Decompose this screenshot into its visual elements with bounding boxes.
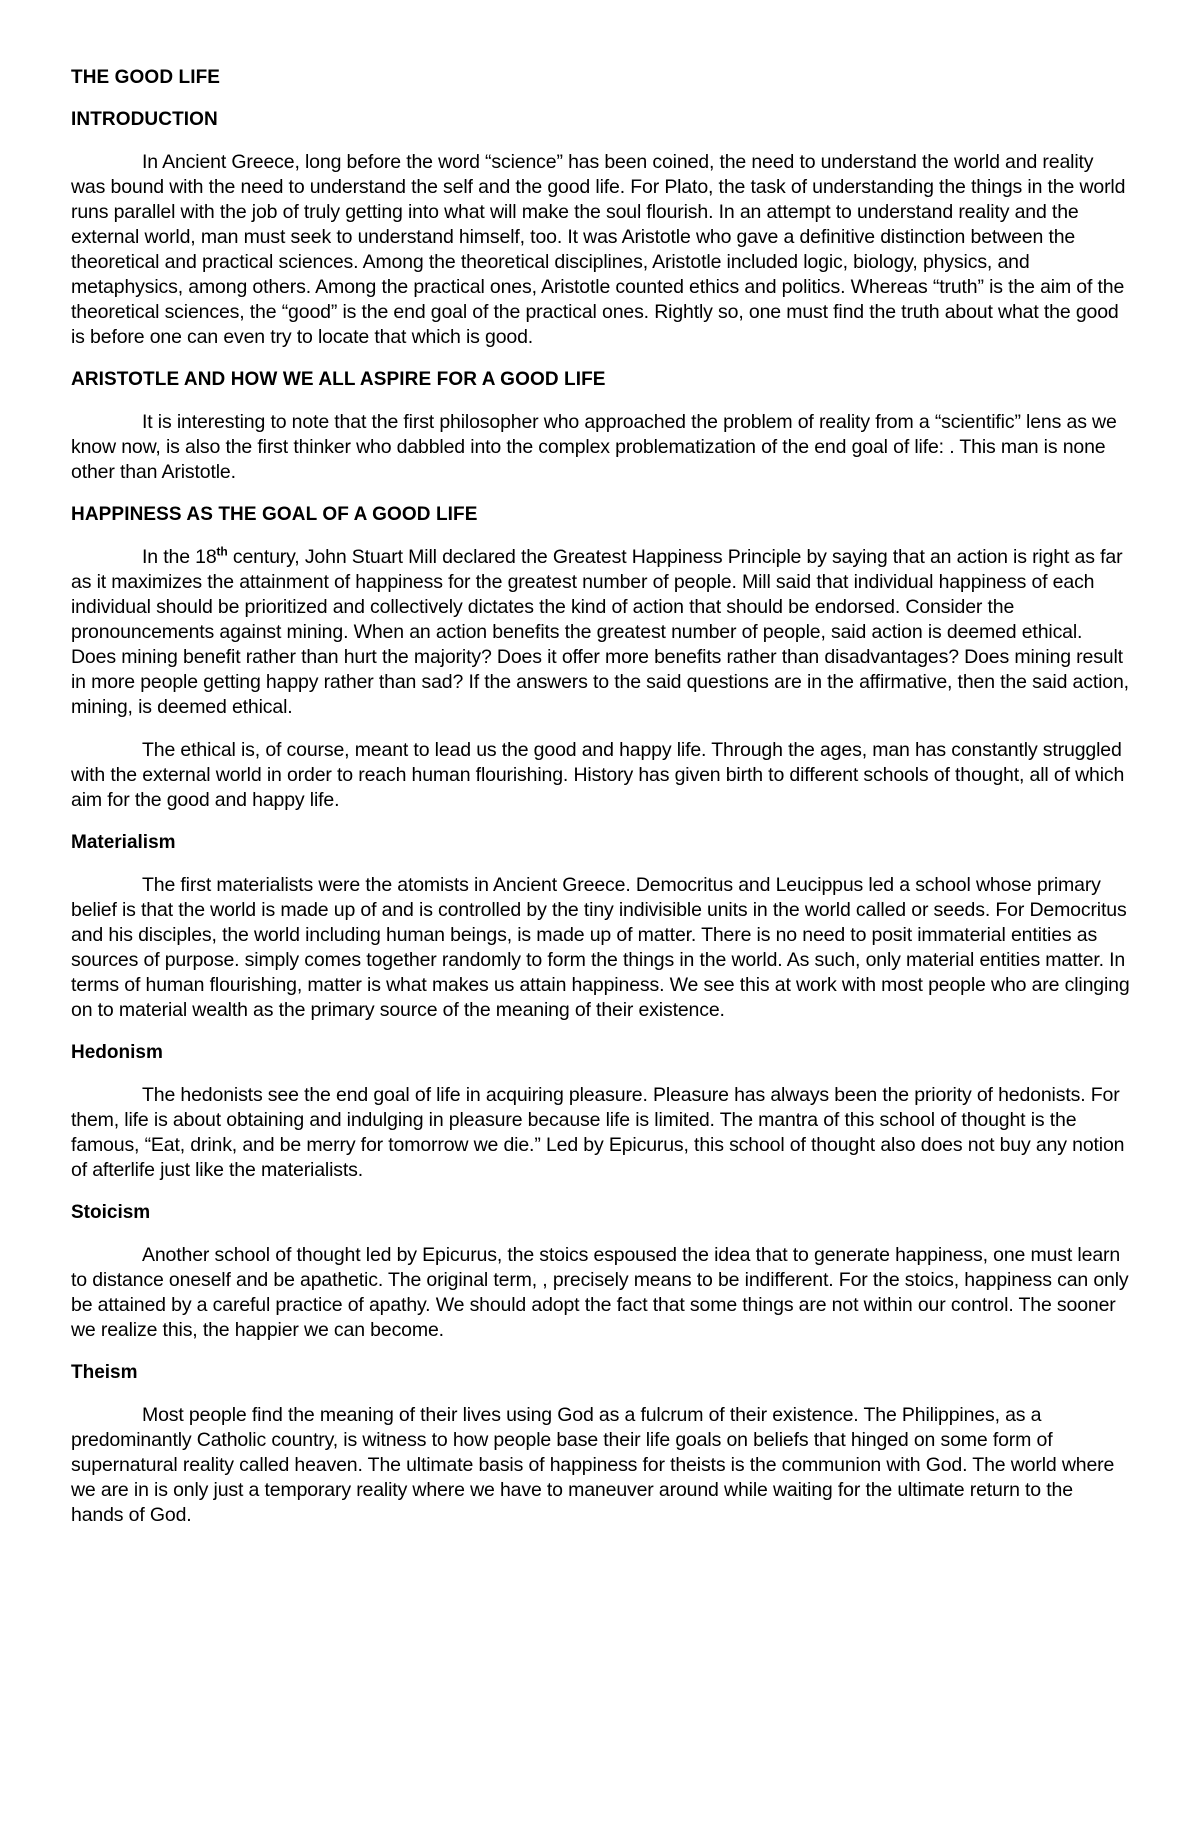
section-heading-introduction: INTRODUCTION: [71, 109, 218, 130]
document-title: THE GOOD LIFE: [71, 67, 221, 88]
sub-heading-materialism: Materialism: [71, 832, 176, 853]
paragraph-aristotle: It is interesting to note that the first philosopher who approached the problem of reality from a “scientific” lens as we know now, is also the first thinker who dabbled into the complex problematization of the end goal of life: . This man is none other than Aristotle.: [71, 411, 1117, 483]
paragraph-introduction: In Ancient Greece, long before the word “science” has been coined, the need to understand the world and reality was bound with the need to understand the self and the good life. For Plato, the task of understanding the things in the world runs parallel with the job of truly getting into what will make the soul flourish. In an attempt to understand reality and the external world, man must seek to understand himself, too. It was Aristotle who gave a definitive distinction between the theoretical and practical sciences. Among the theoretical disciplines, Aristotle included logic, biology, physics, and metaphysics, among others. Among the practical ones, Aristotle counted ethics and politics. Whereas “truth” is the aim of the theoretical sciences, the “good” is the end goal of the practical ones. Rightly so, one must find the truth about what the good is before one can even try to locate that which is good.: [71, 151, 1126, 348]
paragraph-happiness-mill-start: In the 18: [142, 546, 217, 568]
paragraph-stoicism: Another school of thought led by Epicurus, the stoics espoused the idea that to generate happiness, one must learn to distance oneself and be apathetic. The original term, , precisely means to be indifferent. For the stoics, happiness can only be attained by a careful practice of apathy. We should adopt the fact that some things are not within our control. The sooner we realize this, the happier we can become.: [71, 1244, 1129, 1341]
ordinal-superscript: th: [216, 544, 228, 559]
paragraph-hedonism: The hedonists see the end goal of life in acquiring pleasure. Pleasure has always been the priority of hedonists. For them, life is about obtaining and indulging in pleasure because life is limited. The mantra of this school of thought is the famous, “Eat, drink, and be merry for tomorrow we die.” Led by Epicurus, this school of thought also does not buy any notion of afterlife just like the materialists.: [71, 1084, 1125, 1181]
paragraph-materialism: The first materialists were the atomists in Ancient Greece. Democritus and Leucippus led a school whose primary belief is that the world is made up of and is controlled by the tiny indivisible units in the world called or seeds. For Democritus and his disciples, the world including human beings, is made up of matter. There is no need to posit immaterial entities as sources of purpose. simply comes together randomly to form the things in the world. As such, only material entities matter. In terms of human flourishing, matter is what makes us attain happiness. We see this at work with most people who are clinging on to material wealth as the primary source of the meaning of their existence.: [71, 874, 1130, 1021]
paragraph-happiness-ethical: The ethical is, of course, meant to lead us the good and happy life. Through the ages, man has constantly struggled with the external world in order to reach human flourishing. History has given birth to different schools of thought, all of which aim for the good and happy life.: [71, 739, 1125, 811]
paragraph-happiness-mill: [71, 545, 1130, 720]
section-heading-happiness: HAPPINESS AS THE GOAL OF A GOOD LIFE: [71, 504, 478, 525]
sub-heading-stoicism: Stoicism: [71, 1202, 151, 1223]
sub-heading-theism: Theism: [71, 1362, 138, 1383]
paragraph-theism: Most people find the meaning of their lives using God as a fulcrum of their existence. The Philippines, as a predominantly Catholic country, is witness to how people base their life goals on beliefs that hinged on some form of supernatural reality called heaven. The ultimate basis of happiness for theists is the communion with God. The world where we are in is only just a temporary reality where we have to maneuver around while waiting for the ultimate return to the hands of God.: [71, 1404, 1115, 1526]
section-heading-aristotle: ARISTOTLE AND HOW WE ALL ASPIRE FOR A GOOD LIFE: [71, 369, 606, 390]
paragraph-happiness-mill-rest: century, John Stuart Mill declared the Greatest Happiness Principle by saying that an action is right as far as it maximizes the attainment of happiness for the greatest number of people. Mill said that individual happiness of each individual should be prioritized and collectively dictates the kind of action that should be endorsed. Consider the pronouncements against mining. When an action benefits the greatest number of people, said action is deemed ethical. Does mining benefit rather than hurt the majority? Does it offer more benefits rather than disadvantages? Does mining result in more people getting happy rather than sad? If the answers to the said questions are in the affirmative, then the said action, mining, is deemed ethical.: [71, 546, 1129, 718]
sub-heading-hedonism: Hedonism: [71, 1042, 163, 1063]
